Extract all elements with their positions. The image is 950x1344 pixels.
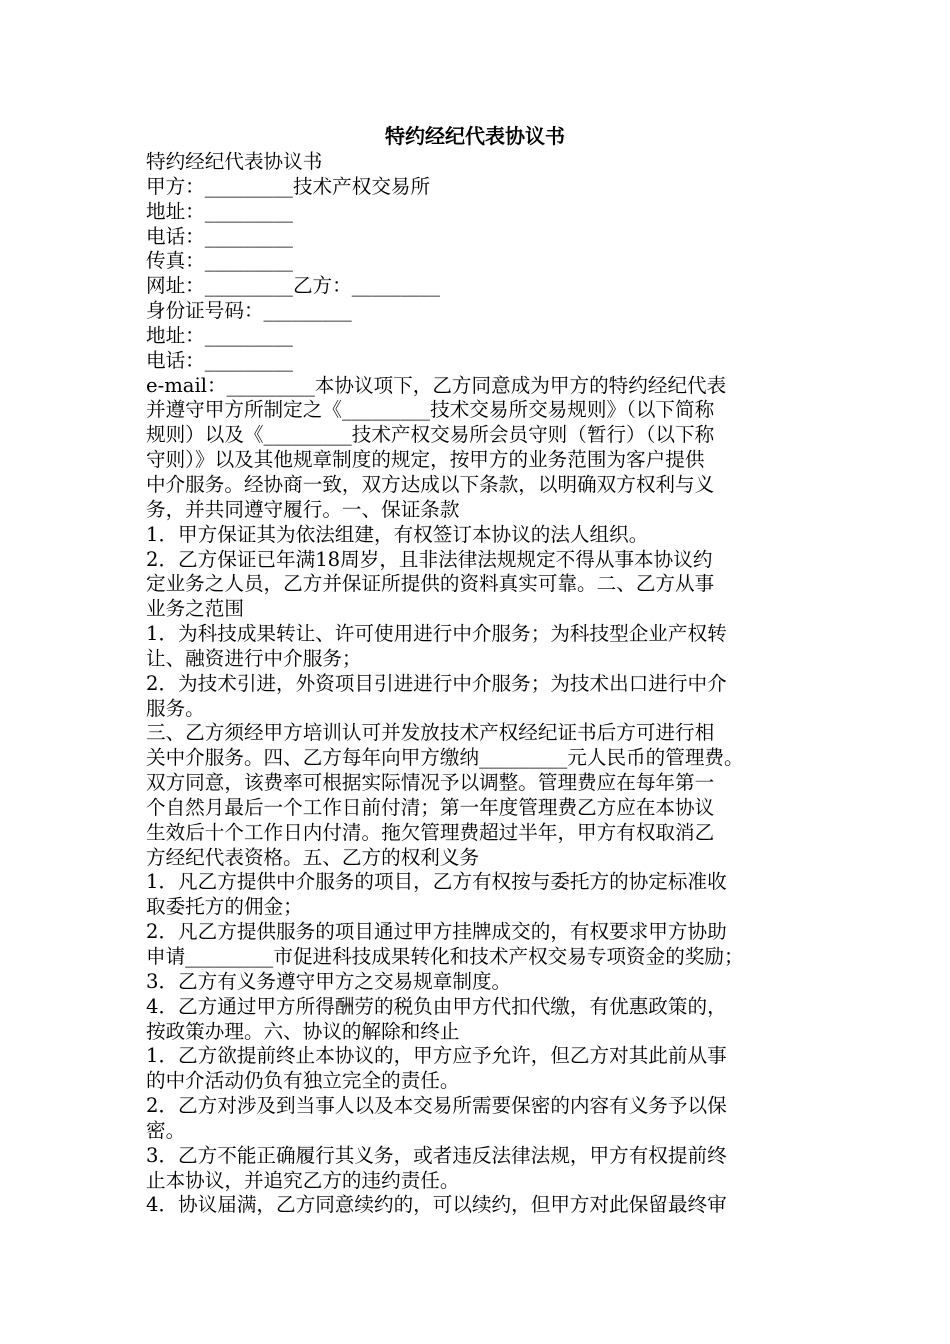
document-line: 方经纪代表资格。五、乙方的权利义务 (146, 845, 480, 869)
document-line: 密。 (146, 1118, 186, 1142)
document-line: 1．甲方保证其为依法组建，有权签订本协议的法人组织。 (146, 522, 649, 546)
document-line: 地址：_________ (146, 323, 293, 347)
document-line: 生效后十个工作日内付清。拖欠管理费超过半年，甲方有权取消乙 (146, 820, 715, 844)
document-line: 中介服务。经协商一致，双方达成以下条款，以明确双方权利与义 (146, 472, 715, 496)
document-line: 4．协议届满，乙方同意续约的，可以续约，但甲方对此保留最终审 (146, 1193, 727, 1217)
document-title: 特约经纪代表协议书 (385, 124, 565, 148)
document-line: 取委托方的佣金； (146, 895, 303, 919)
document-line: 并遵守甲方所制定之《_________技术交易所交易规则》（以下简称 (146, 398, 715, 422)
document-line: e-mail：_________本协议项下，乙方同意成为甲方的特约经纪代表 (146, 373, 727, 397)
document-line: 地址：_________ (146, 199, 293, 223)
document-line: 电话：_________ (146, 224, 293, 248)
document-line: 4．乙方通过甲方所得酬劳的税负由甲方代扣代缴，有优惠政策的， (146, 994, 727, 1018)
document-body (146, 150, 826, 1218)
document-line: 1．乙方欲提前终止本协议的，甲方应予允许，但乙方对其此前从事 (146, 1044, 727, 1068)
document-line: 定业务之人员，乙方并保证所提供的资料真实可靠。二、乙方从事 (146, 572, 715, 596)
document-line: 3．乙方不能正确履行其义务，或者违反法律法规，甲方有权提前终 (146, 1143, 727, 1167)
document-line: 三、乙方须经甲方培训认可并发放技术产权经纪证书后方可进行相 (146, 721, 715, 745)
document-line: 网址：_________乙方：_________ (146, 274, 440, 298)
document-line: 2．为技术引进，外资项目引进进行中介服务；为技术出口进行中介 (146, 671, 727, 695)
document-line: 规则）以及《_________技术产权交易所会员守则（暂行）（以下称 (146, 423, 715, 447)
document-line: 服务。 (146, 696, 205, 720)
document-line: 个自然月最后一个工作日前付清；第一年度管理费乙方应在本协议 (146, 795, 715, 819)
document-line: 让、融资进行中介服务； (146, 646, 362, 670)
document-line: 申请_________市促进科技成果转化和技术产权交易专项资金的奖励； (146, 945, 744, 968)
document-line: 按政策办理。六、协议的解除和终止 (146, 1019, 460, 1043)
document-line: 1．为科技成果转让、许可使用进行中介服务；为科技型企业产权转 (146, 622, 727, 646)
document-line: 业务之范围 (146, 597, 244, 621)
document-line: 1．凡乙方提供中介服务的项目，乙方有权按与委托方的协定标准收 (146, 870, 727, 894)
document-line: 甲方：_________技术产权交易所 (146, 174, 431, 198)
document-line: 止本协议，并追究乙方的违约责任。 (146, 1168, 460, 1192)
document-line: 2．乙方对涉及到当事人以及本交易所需要保密的内容有义务予以保 (146, 1094, 727, 1118)
document-line: 3．乙方有义务遵守甲方之交易规章制度。 (146, 969, 512, 993)
document-line: 2．凡乙方提供服务的项目通过甲方挂牌成交的，有权要求甲方协助 (146, 920, 727, 944)
document-line: 2．乙方保证已年满18周岁，且非法律法规规定不得从事本协议约 (146, 547, 713, 571)
document-line: 的中介活动仍负有独立完全的责任。 (146, 1069, 460, 1093)
document-line: 守则）》以及其他规章制度的规定，按甲方的业务范围为客户提供 (146, 448, 705, 472)
document-line: 特约经纪代表协议书 (146, 150, 323, 173)
document-line: 务，并共同遵守履行。一、保证条款 (146, 497, 460, 521)
document-line: 传真：_________ (146, 249, 293, 273)
document-line: 关中介服务。四、乙方每年向甲方缴纳_________元人民币的管理费。 (146, 746, 744, 770)
document-line: 电话：_________ (146, 348, 293, 372)
document-line: 双方同意，该费率可根据实际情况予以调整。管理费应在每年第一 (146, 771, 715, 795)
document-line: 身份证号码：_________ (146, 299, 352, 323)
